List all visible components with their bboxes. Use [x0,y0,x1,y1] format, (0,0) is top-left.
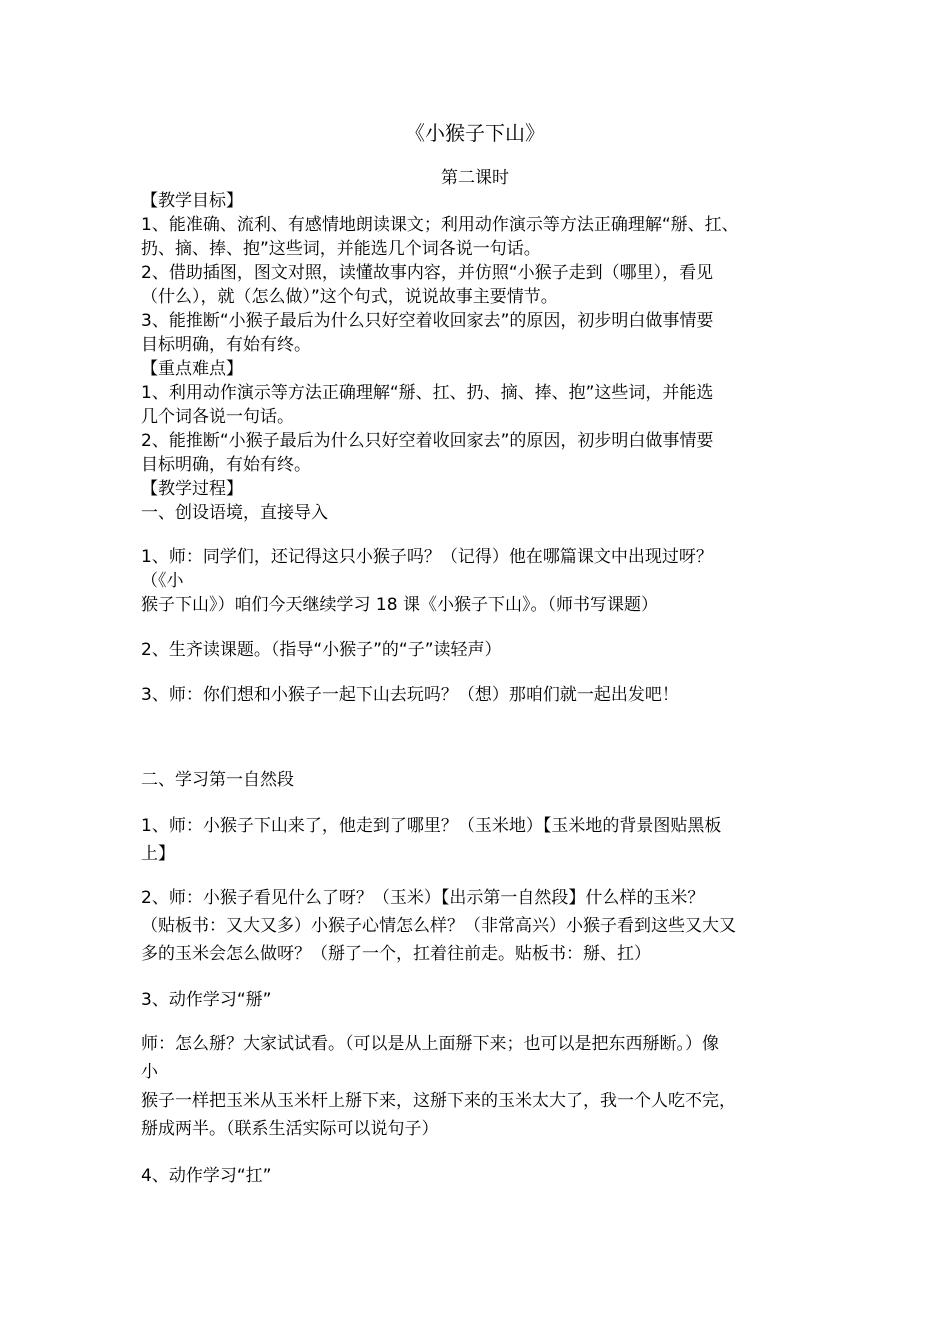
text-line: 1、师：小猴子下山来了，他走到了哪里？（玉米地）【玉米地的背景图贴黑板 [141,816,722,836]
text-line: （《小 [141,571,184,591]
text-line: 猴子一样把玉米从玉米杆上掰下来，这掰下来的玉米太大了，我一个人吃不完， [141,1091,736,1111]
section-heading-key-points: 【重点难点】 [141,359,243,379]
text-line: 掰成两半。（联系生活实际可以说句子） [141,1119,439,1139]
text-line: 2、师：小猴子看见什么了呀？（玉米）【出示第一自然段】什么样的玉米？ [141,888,705,908]
text-line: 目标明确，有始有终。 [141,335,311,355]
text-line: 猴子下山》）咱们今天继续学习 18 课《小猴子下山》。（师书写课题） [141,595,658,615]
text-line: 1、能准确、流利、有感情地朗读课文；利用动作演示等方法正确理解“掰、扛、 [141,215,739,235]
text-line: 多的玉米会怎么做呀？（掰了一个，扛着往前走。贴板书：掰、扛） [141,944,651,964]
subsection-heading: 一、创设语境，直接导入 [141,503,328,523]
text-line: 3、动作学习“掰” [141,990,272,1010]
text-line: 扔、摘、捧、抱”这些词，并能选几个词各说一句话。 [141,239,541,259]
text-line: 几个词各说一句话。 [141,407,294,427]
text-line: 目标明确，有始有终。 [141,455,311,475]
text-line: 1、利用动作演示等方法正确理解“掰、扛、扔、摘、捧、抱”这些词，并能选 [141,383,714,403]
subsection-heading: 二、学习第一自然段 [141,770,294,790]
section-heading-objectives: 【教学目标】 [141,191,243,211]
text-line: 小 [141,1062,158,1082]
text-line: 2、能推断“小猴子最后为什么只好空着收回家去”的原因，初步明白做事情要 [141,431,714,451]
section-heading-process: 【教学过程】 [141,479,243,499]
text-line: 2、生齐读课题。（指导“小猴子”的“子”读轻声） [141,640,502,660]
text-line: （什么），就（怎么做）”这个句式，说说故事主要情节。 [141,287,558,307]
text-line: 4、动作学习“扛” [141,1166,272,1186]
text-line: 2、借助插图，图文对照，读懂故事内容，并仿照“小猴子走到（哪里），看见 [141,263,714,283]
document-title: 《小猴子下山》 [405,121,545,145]
text-line: 3、能推断“小猴子最后为什么只好空着收回家去”的原因，初步明白做事情要 [141,311,714,331]
text-line: 1、师：同学们，还记得这只小猴子吗？（记得）他在哪篇课文中出现过呀？ [141,547,713,567]
document-subtitle: 第二课时 [441,168,509,188]
text-line: 师：怎么掰？大家试试看。（可以是从上面掰下来；也可以是把东西掰断。）像 [141,1034,719,1054]
text-line: （贴板书：又大又多）小猴子心情怎么样？（非常高兴）小猴子看到这些又大又 [141,916,736,936]
text-line: 3、师：你们想和小猴子一起下山去玩吗？（想）那咱们就一起出发吧！ [141,685,679,705]
text-line: 上】 [141,844,175,864]
